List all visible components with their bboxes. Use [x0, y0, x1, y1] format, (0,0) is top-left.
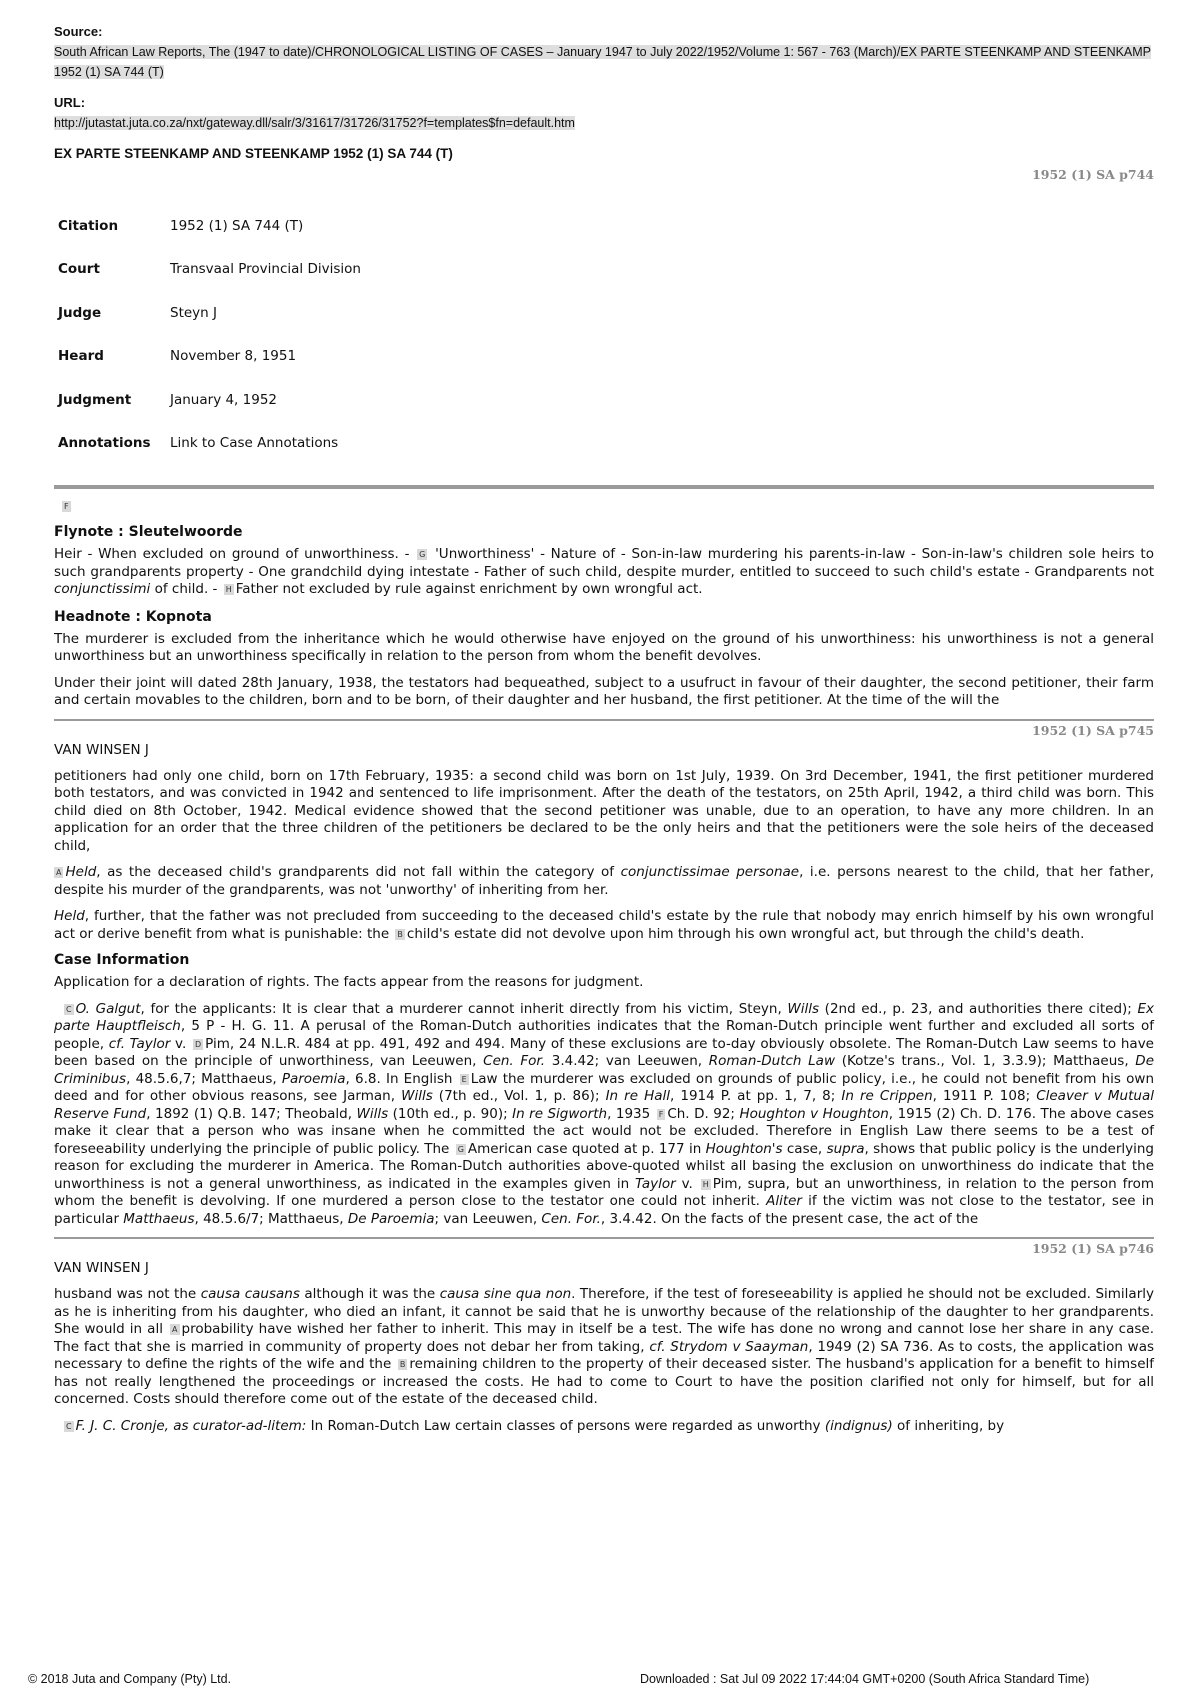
- flynote-paragraph: Heir - When excluded on ground of unworthiness. - G 'Unworthiness' - Nature of - Son-in-law murdering his parents-in-law - Son-in-law's children sole heirs to such grandparents property - One grandchild dying intestate - Father of such child, despite murder, entitled to succeed to such child's estate - Grandparents not conjunctissimi of child. - H Father not excluded by rule against enrichment by own wrongful act.: [54, 546, 1154, 597]
- court-value: Transvaal Provincial Division: [170, 261, 361, 278]
- headnote-paragraph-1: The murderer is excluded from the inheritance which he would otherwise have enjoyed on the ground of his unworthiness: his unworthiness is not a general unworthiness but an unworthiness specifically in relation to the person from whom the benefit devolves.: [54, 630, 1154, 664]
- judgment-value: January 4, 1952: [170, 391, 277, 408]
- margin-marker-a: A: [56, 868, 62, 877]
- margin-marker-h: H: [225, 585, 232, 594]
- argument-paragraph: C O. Galgut, for the applicants: It is clear that a murderer cannot inherit directly from his victim, Steyn, Wills (2nd ed., p. 23, and authorities there cited); Ex parte Hauptfleisch, 5 P - H. G. 11. A perusal of the Roman-Dutch authorities indicates that the Roman-Dutch principle went further and excluded all sorts of people, cf. Taylor v. D Pim, 24 N.L.R. 484 at pp. 491, 492 and 494. Many of these exclusions are to-day obviously obsolete. The Roman-Dutch Law seems to have been based on the principle of unworthiness, van Leeuwen, Cen. For. 3.4.42; van Leeuwen, Roman-Dutch Law (Kotze's trans., Vol. 1, 3.3.9); Matthaeus, De Criminibus, 48.5.6,7; Matthaeus, Paroemia, 6.8. In English E Law the murderer was excluded on grounds of public policy, i.e., he could not benefit from his own deed and for other obvious reasons, see Jarman, Wills (7th ed., Vol. 1, p. 86); In re Hall, 1914 P. at pp. 1, 7, 8; In re Crippen, 1911 P. 108; Cleaver v Mutual Reserve Fund, 1892 (1) Q.B. 147; Theobald, Wills (10th ed., p. 90); In re Sigworth, 1935 F Ch. D. 92; Houghton v Houghton, 1915 (2) Ch. D. 176. The above cases make it clear that a person who was insane when he committed the act would not be excluded. Therefore in English Law there seems to be a test of foreseeability underlying the principle of public policy. The G American case quoted at p. 177 in Houghton's case, supra, shows that public policy is the underlying reason for excluding the murderer in America. The Roman-Dutch authorities above-quoted whilst all basing the exclusion on unworthiness do indicate that the unworthiness is not a general unworthiness, as indicated in the examples given in Taylor v. H Pim, supra, but an unworthiness, in relation to the person from whom the benefit is devolving. If one murdered a person close to the testator one could not inherit. Aliter if the victim was not close to the testator, see in particular Matthaeus, 48.5.6/7; Matthaeus, De Paroemia; van Leeuwen, Cen. For., 3.4.42. On the facts of the present case, the act of the: [54, 1000, 1154, 1227]
- margin-marker-f2: F: [658, 1109, 664, 1119]
- margin-marker-f: F: [64, 502, 69, 511]
- meta-row-judgment: Judgment January 4, 1952: [58, 378, 361, 422]
- held-paragraph-1: A Held, as the deceased child's grandparents did not fall within the category of conjunctissimae personae, i.e. persons nearest to the child, that her father, despite his murder of the grandparents, was not 'unworthy' of inheriting from her.: [54, 864, 1154, 898]
- judge-value: Steyn J: [170, 304, 217, 321]
- copyright-notice: © 2018 Juta and Company (Pty) Ltd.: [28, 1672, 232, 1686]
- citation-value: 1952 (1) SA 744 (T): [170, 217, 304, 234]
- page-reference-746: 1952 (1) SA p746: [1032, 1241, 1154, 1256]
- flynote-heading: Flynote : Sleutelwoorde: [54, 524, 243, 540]
- source-value: South African Law Reports, The (1947 to date)/CHRONOLOGICAL LISTING OF CASES – January 1947 to July 2022/1952/Volume 1: 567 - 763 (March)/EX PARTE STEENKAMP AND STEENKAMP 1952 (1) SA 744 (T): [54, 45, 1152, 79]
- page-break-745: [54, 719, 1154, 721]
- headnote-paragraph-2: Under their joint will dated 28th January, 1938, the testators had bequeathed, subject to a usufruct in favour of their daughter, the second petitioner, their farm and certain movables to the children, born and to be born, of their daughter and her husband, the first petitioner. At the time of the will the: [54, 674, 1154, 708]
- margin-marker-e: E: [461, 1074, 467, 1084]
- headnote-heading: Headnote : Kopnota: [54, 608, 212, 625]
- held-paragraph-2: Held, further, that the father was not precluded from succeeding to the deceased child's estate by the rule that nobody may enrich himself by his own wrongful act or derive benefit from what is punishable: the B child's estate did not devolve upon him through his own wrongful act, but through the child's death.: [54, 908, 1154, 942]
- meta-row-court: Court Transvaal Provincial Division: [58, 248, 361, 292]
- margin-marker-b: B: [397, 929, 403, 939]
- meta-row-annotations: Annotations Link to Case Annotations: [58, 422, 361, 466]
- source-label: Source:: [54, 24, 103, 39]
- case-title: EX PARTE STEENKAMP AND STEENKAMP 1952 (1) SA 744 (T): [54, 146, 453, 161]
- margin-marker-d: D: [194, 1039, 202, 1049]
- margin-marker-c2: C: [66, 1421, 72, 1431]
- judge-running-header-2: VAN WINSEN J: [54, 1260, 149, 1276]
- heard-value: November 8, 1951: [170, 348, 297, 365]
- case-information-paragraph: Application for a declaration of rights. The facts appear from the reasons for judgment.: [54, 974, 644, 990]
- curator-argument-paragraph: C F. J. C. Cronje, as curator-ad-litem: In Roman-Dutch Law certain classes of persons were regarded as unworthy (indignus) of inheriting, by: [66, 1417, 1005, 1434]
- case-information-heading: Case Information: [54, 952, 190, 968]
- argument-paragraph-continued: husband was not the causa causans although it was the causa sine qua non. Therefore, if the test of foreseeability is applied he should not be excluded. Similarly as he is inheriting from his daughter, who died an infant, it cannot be said that he is unworthy because of the relationship of the daughter to her grandparents. She would in all A probability have wished her father to inherit. This may in itself be a test. The wife has done no wrong and cannot lose her share in any case. The fact that she is married in community of property does not debar her from taking, cf. Strydom v Saayman, 1949 (2) SA 736. As to costs, the application was necessary to define the rights of the wife and the B remaining children to the property of their deceased sister. The husband's application for a benefit to himself has not really lengthened the proceedings or increased the costs. He had to come to Court to have the position clarified not only for himself, but for all concerned. Costs should therefore come out of the estate of the deceased child.: [54, 1286, 1155, 1407]
- judge-running-header: VAN WINSEN J: [54, 741, 149, 758]
- margin-marker-h2: H: [702, 1179, 709, 1189]
- margin-marker-c: C: [66, 1004, 72, 1014]
- page-break-746: [54, 1237, 1154, 1239]
- margin-marker-b2: B: [399, 1360, 406, 1369]
- headnote-paragraph-3: petitioners had only one child, born on 17th February, 1935: a second child was born on 1st July, 1939. On 3rd December, 1941, the first petitioner murdered both testators, and was convicted in 1942 and sentenced to life imprisonment. After the death of the testators, on 25th April, 1942, a third child was born. This child died on 8th October, 1942. Medical evidence showed that the second petitioner was unable, due to an operation, to have any more children. In an application for an order that the three children of the petitioners be declared to be the only heirs and that the petitioners were the sole heirs of the deceased child,: [54, 767, 1154, 854]
- meta-row-judge: Judge Steyn J: [58, 291, 361, 335]
- document-page: [54, 24, 1154, 1444]
- margin-marker-g2: G: [457, 1144, 464, 1154]
- section-divider: [54, 485, 1154, 489]
- page-reference-745: 1952 (1) SA p745: [1032, 722, 1154, 738]
- meta-row-heard: Heard November 8, 1951: [58, 335, 361, 379]
- margin-marker-a2: A: [172, 1325, 178, 1334]
- annotations-link[interactable]: Link to Case Annotations: [170, 435, 339, 452]
- download-timestamp: Downloaded : Sat Jul 09 2022 17:44:04 GMT+0200 (South Africa Standard Time): [640, 1672, 1090, 1686]
- url-label: URL:: [54, 95, 86, 110]
- url-link[interactable]: http://jutastat.juta.co.za/nxt/gateway.dll/salr/3/31617/31726/31752?f=templates$fn=default.htm: [54, 116, 575, 130]
- page-reference-744: 1952 (1) SA p744: [1032, 167, 1154, 182]
- margin-marker-g: G: [419, 550, 426, 559]
- meta-row-citation: Citation 1952 (1) SA 744 (T): [58, 204, 361, 248]
- case-metadata-table: [58, 204, 361, 465]
